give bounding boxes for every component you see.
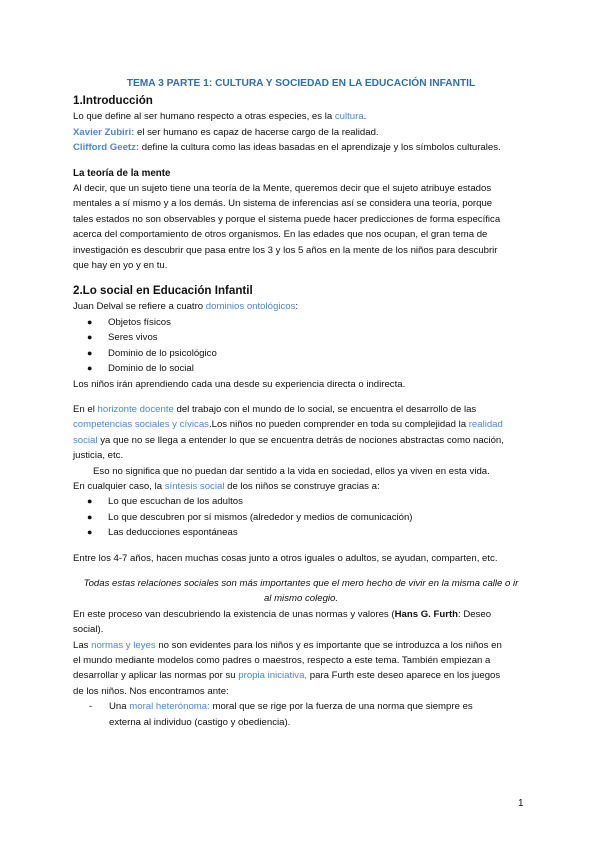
list-item-text: Dominio de lo psicológico — [108, 347, 217, 359]
list-item — [87, 361, 529, 376]
sources-list — [73, 494, 529, 540]
paragraph-sentido: Eso no significa que no puedan dar sentido a la vida en sociedad, ellos ya viven en esta vida. — [93, 465, 490, 477]
highlight-zubiri: Xavier Zubiri: — [73, 126, 135, 138]
text: define la cultura como las ideas basadas en el aprendizaje y los símbolos culturales. — [139, 142, 501, 154]
domains-list — [73, 315, 529, 377]
document-page — [73, 76, 529, 730]
text: .Los niños no pueden comprender en toda su complejidad la — [208, 419, 469, 431]
list-item-text: Objetos físicos — [108, 316, 171, 328]
list-item — [87, 346, 529, 361]
quote-line: Todas estas relaciones sociales son más importantes que el mero hecho de vivir en la misma calle o ir — [83, 577, 519, 589]
bullet-icon: ● — [87, 363, 93, 374]
bullet-icon: ● — [87, 496, 93, 507]
bullet-icon: ● — [87, 511, 93, 522]
paragraph-geetz — [73, 140, 529, 155]
highlight-sintesis: síntesis social — [164, 480, 225, 492]
paragraph-teoria-mente — [73, 181, 529, 273]
list-item — [87, 510, 529, 525]
text: Una — [109, 701, 130, 713]
section-heading-lo-social: 2.Lo social en Educación Infantil — [73, 284, 253, 298]
text: En el — [73, 403, 98, 415]
text: . — [363, 111, 367, 123]
text: de los niños se construye gracias a: — [224, 480, 380, 492]
highlight-iniciativa: propia iniciativa, — [238, 670, 308, 682]
text: ya que no se llega a entender lo que se encuentra detrás de nociones abstractas como nación, — [97, 434, 504, 446]
text: moral que se rige por la fuerza de una norma que siempre es — [209, 701, 473, 713]
bullet-icon: ● — [87, 316, 93, 327]
moral-list — [73, 699, 529, 730]
line: mentales a sí mismo y a los demás. Un sistema de inferencias así se considera una teoría, porque — [73, 198, 493, 210]
list-item-text: Lo que escuchan de los adultos — [108, 496, 243, 508]
list-item-text: Lo que descubren por sí mismos (alrededor y medios de comunicación) — [108, 511, 413, 523]
paragraph-furth — [73, 607, 529, 638]
text: : Deseo — [458, 608, 492, 620]
list-item — [87, 330, 529, 345]
text: Las — [73, 639, 92, 651]
highlight-realidad: realidad — [468, 419, 503, 431]
list-item — [87, 699, 529, 730]
highlight-horizonte: horizonte docente — [97, 403, 174, 415]
text: En cualquier caso, la — [73, 480, 165, 492]
bullet-icon: ● — [87, 332, 93, 343]
highlight-competencias: competencias sociales y cívicas — [73, 419, 209, 431]
line: Al decir, que un sujeto tiene una teoría de la Mente, queremos decir que el sujeto atribuye estados — [73, 183, 492, 195]
list-item — [87, 494, 529, 509]
text: el ser humano es capaz de hacerse cargo de la realidad. — [134, 126, 379, 138]
bullet-icon: ● — [87, 347, 93, 358]
bold-furth: Hans G. Furth — [394, 608, 459, 620]
list-item-text: Las deducciones espontáneas — [108, 527, 238, 539]
section-heading-introduccion: 1.Introducción — [73, 94, 153, 108]
dash-icon: - — [89, 701, 93, 713]
quote — [73, 576, 529, 607]
text: el mundo mediante modelos como padres o maestros, respecto a este tema. También empiezan a — [73, 655, 491, 666]
text: : — [295, 301, 299, 313]
text: Lo que define al ser humano respecto a otras especies, es la — [73, 111, 335, 123]
paragraph-after-domains: Los niños irán aprendiendo cada una desde su experiencia directa o indirecta. — [73, 378, 406, 390]
text: Juan Delval se refiere a cuatro — [73, 301, 206, 313]
highlight-dominios: dominios ontológicos — [205, 301, 296, 313]
document-title: TEMA 3 PARTE 1: CULTURA Y SOCIEDAD EN LA EDUCACIÓN INFANTIL — [126, 78, 476, 89]
quote-line: al mismo colegio. — [263, 593, 339, 605]
paragraph-horizonte — [73, 402, 529, 464]
subheading-teoria-mente: La teoría de la mente — [73, 167, 171, 179]
highlight-moral: moral heterónoma: — [129, 701, 210, 713]
highlight-normas: normas y leyes — [91, 639, 156, 651]
line: investigación es descubrir que pasa entre los 3 y los 5 años en la mente de los niños para descubrir — [73, 244, 498, 256]
paragraph-sintesis — [73, 479, 529, 494]
highlight-social: social — [73, 434, 98, 446]
list-item-text: Dominio de lo social — [108, 363, 194, 375]
page-number: 1 — [518, 798, 524, 809]
text: no son evidentes para los niños y es importante que se introduzca a los niños en — [155, 639, 502, 651]
list-item — [87, 525, 529, 540]
text: de los niños. Nos encontramos ante: — [73, 685, 229, 697]
line: tales estados no son observables y porque el sistema puede hacer predicciones de forma específica — [73, 213, 501, 225]
text: para Furth este deseo aparece en los juegos — [307, 670, 501, 682]
text: del trabajo con el mundo de lo social, se encuentra el desarrollo de las — [173, 403, 477, 415]
text: justicia, etc. — [73, 450, 124, 462]
text: externa al individuo (castigo y obediencia). — [109, 716, 291, 728]
list-item-text: Seres vivos — [108, 332, 158, 344]
line: que hay en yo y en tu. — [73, 260, 168, 272]
paragraph-zubiri — [73, 125, 529, 140]
text: En este proceso van descubriendo la existencia de unas normas y valores ( — [73, 608, 395, 620]
line: acerca del comportamiento de otros organismos. En las edades que nos ocupan, el gran tema de — [73, 229, 488, 241]
text: social). — [73, 624, 104, 636]
highlight-cultura: cultura — [334, 111, 364, 123]
paragraph-cultura — [73, 109, 529, 124]
paragraph-normas — [73, 638, 529, 700]
highlight-geetz: Clifford Geetz: — [73, 142, 140, 154]
bullet-icon: ● — [87, 527, 93, 538]
list-item — [87, 315, 529, 330]
paragraph-delval — [73, 299, 529, 314]
text: desarrollar y aplicar las normas por su — [73, 670, 239, 682]
paragraph-edades: Entre los 4-7 años, hacen muchas cosas junto a otros iguales o adultos, se ayudan, comparten, etc. — [73, 552, 498, 564]
